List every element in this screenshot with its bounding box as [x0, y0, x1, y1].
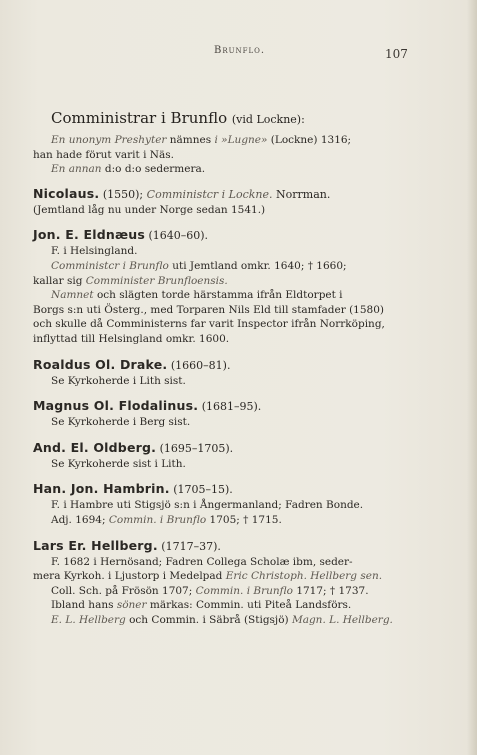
entry-line	[33, 613, 443, 628]
entry-line	[33, 259, 443, 274]
text-span: han hade förut varit i Näs.	[33, 148, 174, 161]
italic-text: Comminister Brunfloensis.	[85, 274, 228, 287]
italic-text: Commin. i Brunflo	[195, 584, 293, 597]
entry-dates: (1705–15).	[173, 483, 233, 497]
entry	[33, 398, 443, 430]
entry	[33, 227, 443, 346]
text-span: och skulle då Comministerns far varit Inspector ifrån Norrköping,	[33, 318, 385, 331]
entries-list	[33, 186, 443, 628]
text-span: d:o d:o sedermera.	[101, 163, 206, 176]
italic-text: En unonym Preshyter	[51, 134, 167, 146]
entry-heading	[33, 186, 443, 203]
entry-line	[33, 274, 443, 289]
italic-text: Namnet	[51, 289, 94, 302]
intro-paragraph	[33, 133, 443, 177]
entry	[33, 186, 443, 218]
entry	[33, 357, 443, 389]
running-head	[0, 45, 477, 65]
entry-line	[33, 288, 443, 303]
section-title-note: (vid Lockne):	[231, 113, 305, 126]
entry-line	[33, 555, 443, 570]
text-span: och Commin. i Säbrå (Stigsjö)	[125, 613, 292, 626]
entry-line	[33, 244, 443, 259]
italic-text: Eric Christoph. Hellberg sen.	[225, 570, 383, 583]
text-span: (Jemtland låg nu under Norge sedan 1541.)	[33, 203, 266, 216]
entry-line	[33, 584, 443, 599]
entry-heading	[33, 357, 443, 374]
entry-dates: (1660–81).	[170, 358, 231, 372]
entry-name: Lars Er. Hellberg.	[33, 537, 158, 553]
text-span: uti Jemtland omkr. 1640; † 1660;	[168, 259, 347, 272]
entry-line	[33, 374, 443, 389]
section-title	[51, 108, 443, 130]
page-body	[33, 108, 443, 627]
text-span: Norrman.	[272, 187, 331, 201]
entry	[33, 440, 443, 472]
italic-text: Comministcr i Brunflo	[51, 259, 169, 272]
text-span: (Lockne) 1316;	[267, 134, 352, 146]
entry-heading	[33, 227, 443, 244]
entry-line	[33, 513, 443, 528]
entry-line	[33, 332, 443, 347]
intro-line	[33, 133, 443, 148]
text-span: och slägten torde härstamma ifrån Eldtorpet i	[93, 289, 343, 302]
intro-line	[33, 162, 443, 177]
text-span: F. 1682 i Hernösand; Fadren Collega Scholæ ibm, seder-	[51, 555, 353, 568]
entry-line	[33, 457, 443, 472]
entry	[33, 481, 443, 527]
text-span: F. i Helsingland.	[51, 245, 138, 258]
entry-dates: (1550);	[102, 187, 144, 201]
entry-name: Roaldus Ol. Drake.	[33, 356, 168, 372]
text-span: Se Kyrkoherde i Berg sist.	[51, 416, 191, 429]
entry-name: Jon. E. Eldnæus	[33, 227, 145, 243]
entry-heading	[33, 440, 443, 457]
entry-line	[33, 498, 443, 513]
text-span: F. i Hambre uti Stigsjö s:n i Ångermanland; Fadren Bonde.	[51, 499, 364, 512]
text-span: mera Kyrkoh. i Ljustorp i Medelpad	[33, 570, 226, 583]
italic-text: söner	[116, 599, 147, 612]
text-span: Se Kyrkoherde i Lith sist.	[51, 374, 186, 387]
entry-dates: (1695–1705).	[159, 441, 234, 455]
italic-text: Commin. i Brunflo	[108, 513, 207, 526]
entry-heading	[33, 538, 443, 555]
text-span: 1705; † 1715.	[206, 513, 282, 526]
text-span: Adj. 1694;	[51, 513, 109, 526]
text-span: Coll. Sch. på Frösön 1707;	[51, 584, 196, 597]
italic-text: Comministcr i Lockne.	[143, 187, 273, 201]
entry-name: Han. Jon. Hambrin.	[33, 481, 170, 497]
entry-dates: (1681–95).	[201, 400, 262, 414]
page-number: 107	[385, 47, 408, 61]
entry-line	[33, 203, 443, 218]
italic-text: E. L. Hellberg	[51, 613, 126, 626]
entry-dates: (1640–60).	[148, 229, 209, 243]
italic-text: Magn. L. Hellberg.	[291, 613, 393, 626]
text-span: 1717; † 1737.	[292, 584, 369, 597]
entry-heading	[33, 398, 443, 415]
entry-line	[33, 569, 443, 584]
text-span: inflyttad till Helsingland omkr. 1600.	[33, 332, 230, 345]
text-span: nämnes	[166, 134, 215, 146]
italic-text: i »Lugne»	[214, 134, 268, 146]
intro-line	[33, 148, 443, 163]
text-span: Se Kyrkoherde sist i Lith.	[51, 457, 186, 470]
running-title: Brunflo.	[214, 45, 266, 56]
section-title-text: Comministrar i Brunflo	[51, 109, 228, 127]
entry-name: Magnus Ol. Flodalinus.	[33, 398, 199, 414]
entry-heading	[33, 481, 443, 498]
italic-text: En annan	[51, 163, 102, 176]
entry-line	[33, 303, 443, 318]
entry-name: And. El. Oldberg.	[33, 439, 157, 455]
text-span: märkas: Commin. uti Piteå Landsförs.	[146, 599, 352, 612]
entry-dates: (1717–37).	[161, 539, 221, 553]
entry-name: Nicolaus.	[33, 185, 100, 201]
entry-line	[33, 598, 443, 613]
entry	[33, 538, 443, 628]
text-span: Ibland hans	[51, 599, 117, 612]
text-span: Borgs s:n uti Österg., med Torparen Nils Eld till stamfader (1580)	[33, 303, 384, 316]
entry-line	[33, 317, 443, 332]
entry-line	[33, 415, 443, 430]
text-span: kallar sig	[33, 274, 86, 287]
